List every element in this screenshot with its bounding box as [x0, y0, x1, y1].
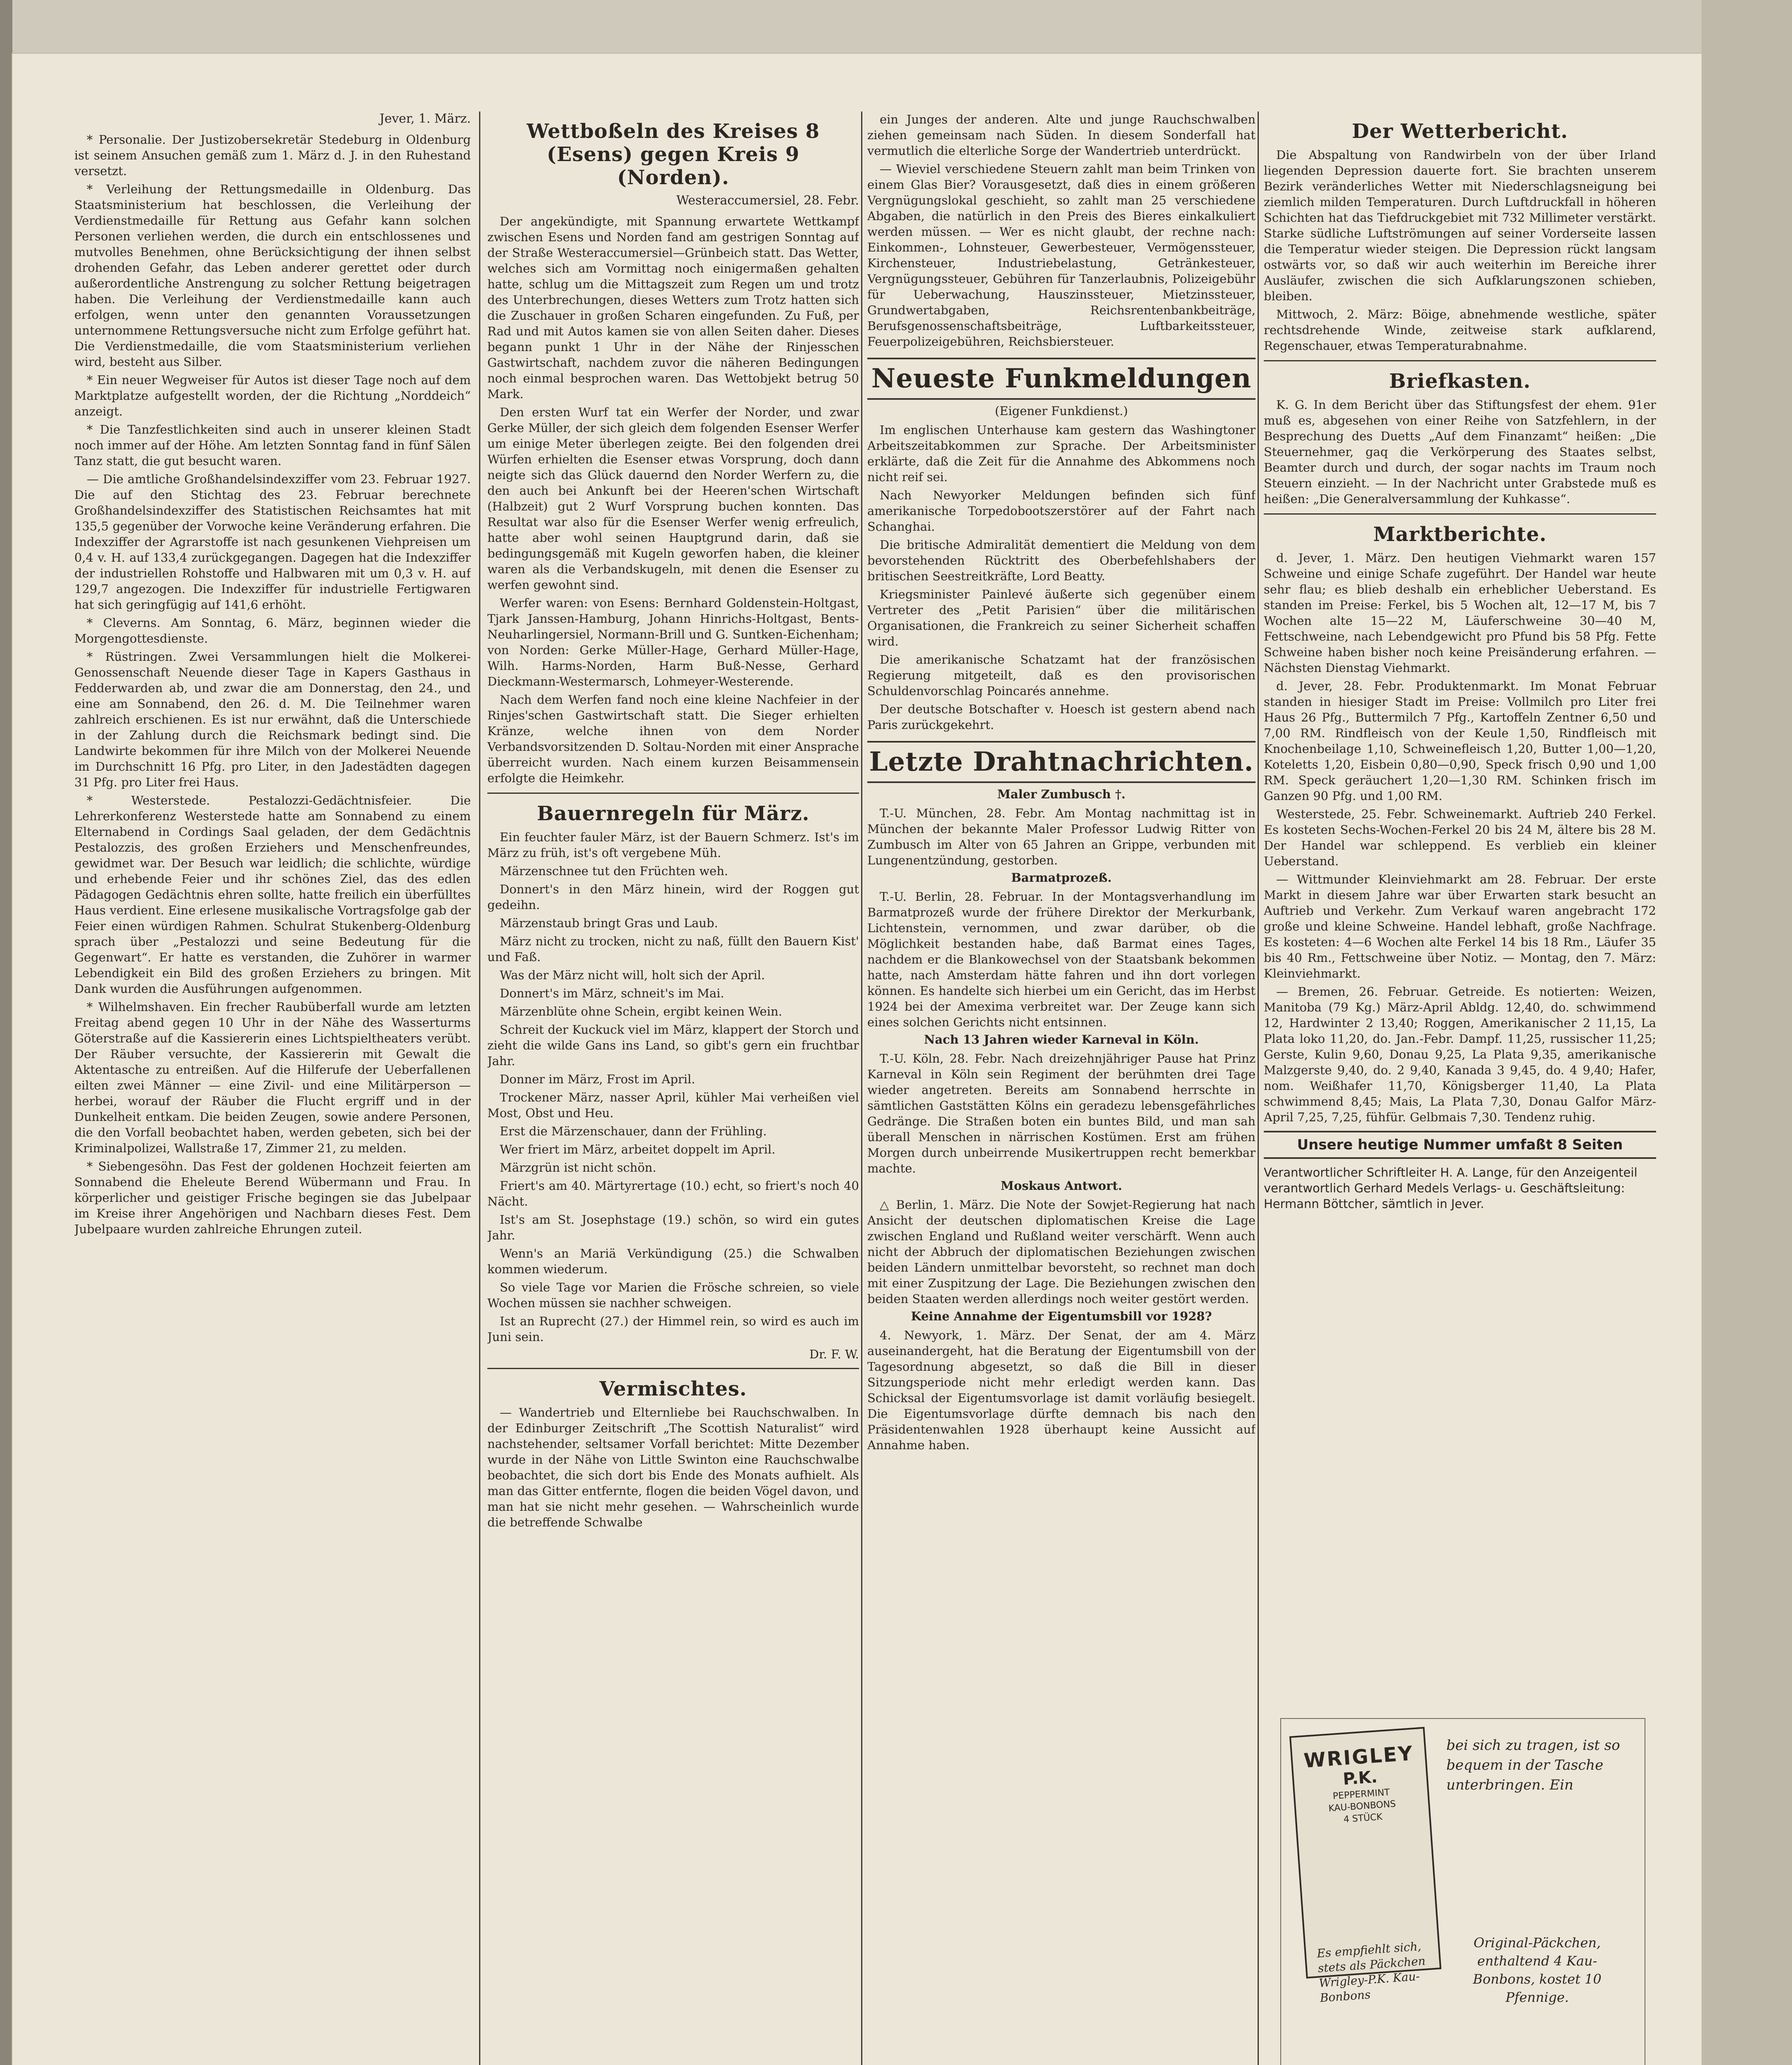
weather-body	[1264, 147, 1656, 354]
weather-rule: März nicht zu trocken, nicht zu naß, füllt den Bauern Kist' und Faß.	[487, 934, 859, 964]
news-paragraph: * Die Tanzfestlichkeiten sind auch in unserer kleinen Stadt noch immer auf der Höhe. Am letzten Sonntag fand in fünf Sälen Tanz statt, die gut besucht waren.	[74, 422, 471, 468]
page-binding-edge	[0, 0, 12, 2065]
column-wire-news	[867, 112, 1256, 1455]
article-list	[74, 132, 471, 1237]
continued-article	[867, 112, 1256, 349]
article-paragraph: Den ersten Wurf tat ein Werfer der Norder, und zwar Gerke Müller, der sich gleich dem folgenden Esenser Werfer um einige Meter überlegen zeigte. Bei den folgenden drei Würfen erhielten die Esenser etwas Vorsprung, doch dann neigte sich das Glück dauernd den Norder Werfern zu, die den auch bei Ankunft bei der Heeren'schen Wirtschaft (Halbzeit) gut 2 Wurf Vorsprung buchen konnten. Das Resultat war also für die Esenser Werfer wenig erfreulich, hatte aber wohl seinen Hauptgrund darin, daß sie bedingungsgemäß mit Kugeln geworfen haben, die kleiner waren als die Verbandskugeln, mit denen die Esenser zu werfen gewohnt sind.	[487, 405, 859, 592]
news-paragraph: * Rüstringen. Zwei Versammlungen hielt die Molkerei-Genossenschaft Neuende dieser Tage in Kapers Gasthaus in Fedderwarden ab, und zwar die am Donnerstag, den 24., und eine am Sonnabend, den 26. d. M. Die Teilnehmer waren zahlreich erschienen. Es ist nur erwähnt, daß die Unterschiede in der Zahlung durch die Reichsmark bedingt sind. Die Landwirte bekommen für ihre Milch von der Molkerei Neuende im Durchschnitt 16 Pfg. pro Liter, in den Jadestädten dagegen 31 Pfg. pro Liter frei Haus.	[74, 650, 471, 789]
section-subtitle: (Eigener Funkdienst.)	[995, 404, 1128, 418]
wire-news-title: Nach 13 Jahren wieder Karneval in Köln.	[924, 1032, 1199, 1047]
weather-rule: Wer friert im März, arbeitet doppelt im April.	[500, 1142, 776, 1156]
author-signature: Dr. F. W.	[809, 1347, 859, 1361]
handwritten-slogan: bei sich zu tragen, ist so bequem in der Tasche unterbringen. Ein	[1446, 1737, 1620, 1793]
wire-news-text: T.-U. München, 28. Febr. Am Montag nachmittag ist in München der bekannte Maler Professor Ludwig Ritter von Zumbusch im Alter von 65 Jahren an Grippe, verbunden mit Lungenentzündung, gestorben.	[867, 806, 1256, 867]
letterbox-body	[1264, 397, 1656, 507]
article-body	[487, 214, 859, 786]
news-paragraph: * Wilhelmshaven. Ein frecher Raubüberfall wurde am letzten Freitag abend gegen 10 Uhr in der Nähe des Wasserturms Göterstraße auf die Kassiererin eines Lichtspieltheaters verübt. Der Räuber versuchte, der Kassiererin mit Gewalt die Aktentasche zu entreißen. Auf die Hilferufe der Ueberfallenen eilten zwei Männer — eine Zivil- und eine Militärperson — herbei, worauf der Räuber die Flucht ergriff und in der Dunkelheit entkam. Die beiden Zeugen, sowie andere Personen, die den Vorfall beobachtet haben, werden gebeten, sich bei der Kriminalpolizei, Wallstraße 17, Zimmer 21, zu melden.	[74, 1000, 471, 1155]
column-sport-and-rules	[487, 112, 859, 1533]
divider	[487, 1368, 859, 1369]
imprint: Verantwortlicher Schriftleiter H. A. Lange, für den Anzeigenteil verantwortlich Gerhard Medels Verlags- u. Geschäftsleitung: Hermann Böttcher, sämtlich in Jever.	[1264, 1165, 1638, 1211]
radio-news-item: Im englischen Unterhause kam gestern das Washingtoner Arbeitszeitabkommen zur Sprache. Der Arbeitsminister erklärte, daß die Zeit für die Annahme des Abkommens noch nicht reif sei.	[867, 423, 1256, 484]
misc-paragraph: — Wandertrieb und Elternliebe bei Rauchschwalben. In der Edinburger Zeitschrift „The Scottish Naturalist“ wird nachstehender, seltsamer Vorfall berichtet: Mitte Dezember wurde in der Nähe von Little Swinton eine Rauchschwalbe beobachtet, die sich dort bis Ende des Monats aufhielt. Als man das Gitter entfernte, flogen die beiden Vögel davon, und man hat sie nicht mehr gesehen. — Wahrscheinlich wurde die betreffende Schwalbe	[487, 1405, 859, 1529]
misc-paragraph: — Wieviel verschiedene Steuern zahlt man beim Trinken von einem Glas Bier? Vorausgesetzt, daß dies in einem größeren Vergnügungslokal geschieht, so zahlt man 25 verschiedene Abgaben, die natürlich in den Preis des Bieres einkalkuliert werden müssen. — Wer es nicht glaubt, der rechne nach: Einkommen-, Lohnsteuer, Gewerbesteuer, Vermögenssteuer, Kirchensteuer, Industriebelastung, Getränkesteuer, Vergnügungssteuer, Gebühren für Tanzerlaubnis, Polizeigebühr für Ueberwachung, Hauszinssteuer, Mietzinssteuer, Grundwertabgaben, Reichsrentenbankbeiträge, Berufsgenossenschaftsbeiträge, Luftbarkeitssteuer, Feuerpolizeigebühren, Reichsbiersteuer.	[867, 162, 1256, 349]
wire-news-title: Keine Annahme der Eigentumsbill vor 1928?	[911, 1309, 1212, 1323]
column-weather-market	[1264, 112, 1656, 1710]
wire-news-text: T.-U. Köln, 28. Febr. Nach dreizehnjähriger Pause hat Prinz Karneval in Köln sein Regiment der berühmten drei Tage wieder angetreten. Bereits am Sonnabend herrschte in sämtlichen Gaststätten Kölns ein geradezu lebensgefährliches Gedränge. Die Straßen boten ein buntes Bild, und man sah überall Menschen in närrischen Kostümen. Erst am frühen Morgen durch unbeirrende Musikertruppen recht bemerkbar machte.	[867, 1051, 1256, 1175]
wrigley-advertisement	[1280, 1718, 1645, 2065]
article-paragraph: Nach dem Werfen fand noch eine kleine Nachfeier in der Rinjes'schen Gastwirtschaft statt. Die Sieger erhielten Kränze, welche ihnen von dem Norder Verbandsvorsitzenden D. Soltau-Norden mit einer Ansprache überreicht wurden. Nach einem kurzen Beisammensein erfolgte die Heimkehr.	[487, 693, 859, 785]
column-local-news	[74, 112, 471, 1239]
market-report: — Wittmunder Kleinviehmarkt am 28. Februar. Der erste Markt in diesem Jahre war über Erwarten stark besucht an Auftrieb und Verkehr. Zum Verkauf waren angebracht 172 große und kleine Schweine. Handel lebhaft, große Nachfrage. Es kosteten: 4—6 Wochen alte Ferkel 14 bis 18 Rm., Läufer 35 bis 40 Rm., Fettschweine über Notiz. — Montag, den 7. März: Kleinviehmarkt.	[1264, 872, 1656, 980]
news-paragraph: * Personalie. Der Justizobersekretär Stedeburg in Oldenburg ist seinem Ansuchen gemäß zum 1. März d. J. in den Ruhestand versetzt.	[74, 133, 471, 178]
misc-body	[487, 1405, 859, 1530]
news-paragraph: * Cleverns. Am Sonntag, 6. März, beginnen wieder die Morgengottesdienste.	[74, 616, 471, 646]
weather-paragraph: Mittwoch, 2. März: Böige, abnehmende westliche, später rechtsdrehende Winde, zeitweise stark aufklarend, Regenschauer, etwas Temperaturabnahme.	[1264, 307, 1656, 353]
weather-rule: Märzenblüte ohne Schein, ergibt keinen Wein.	[500, 1004, 782, 1018]
package-pk: P.K.	[1342, 1767, 1378, 1789]
weather-rule: Wenn's an Mariä Verkündigung (25.) die Schwalben kommen wiederum.	[487, 1246, 859, 1276]
weather-paragraph: Die Abspaltung von Randwirbeln von der über Irland liegenden Depression dauerte fort. Sie brachten unserem Bezirk veränderliches Wetter mit Niederschlagsneigung bei ziemlich milden Temperaturen. Durch Luftdruckfall in höheren Schichten hat das Tiefdruckgebiet mit 732 Millimeter verstärkt. Starke südliche Luftströmungen auf seiner Vorderseite lassen die Temperatur wieder steigen. Die Depression rückt langsam ostwärts vor, so daß wir auch weiterhin im Bereiche ihrer Ausläufer, zwischen die sich Aufklarungszonen schieben, bleiben.	[1264, 148, 1656, 303]
news-paragraph: * Westerstede. Pestalozzi-Gedächtnisfeier. Die Lehrerkonferenz Westerstede hatte am Sonnabend zu einem Elternabend in Cordings Saal geladen, der dem Gedächtnis Pestalozzis, des großen Erziehers und Menschenfreundes, gewidmet war. Der Besuch war leidlich; die schlichte, würdige und erhebende Feier und ihr schönes Ziel, das des edlen Pädagogen Gedächtnis ehren sollte, hatte freilich ein überfülltes Haus verdient. Eine erlesene musikalische Vortragsfolge gab der Feier einen würdigen Rahmen. Schulrat Stukenberg-Oldenburg sprach über „Pestalozzi und seine Bedeutung für die Gegenwart“. Er hatte es verstanden, die Zuhörer in warmer Lebendigkeit ein Bild des großen Erziehers zu bringen. Mit Dank wurden die Ausführungen aufgenommen.	[74, 793, 471, 996]
weather-rule: Friert's am 40. Märtyrertage (10.) echt, so friert's noch 40 Nächt.	[487, 1179, 859, 1208]
funk-list	[867, 422, 1256, 733]
radio-news-item: Kriegsminister Painlevé äußerte sich gegenüber einem Vertreter des „Petit Parisien“ über die militärischen Organisationen, die Frankreich zu seiner Sicherheit schaffen wird.	[867, 587, 1256, 648]
weather-rule: Märzenstaub bringt Gras und Laub.	[500, 916, 718, 930]
weather-rule: Erst die Märzenschauer, dann der Frühling.	[500, 1124, 767, 1138]
market-report: d. Jever, 1. März. Den heutigen Viehmarkt waren 157 Schweine und einige Schafe zugeführt. Der Handel war heute sehr flau; es blieb deshalb ein erheblicher Ueberstand. Es standen im Preise: Ferkel, bis 5 Wochen alt, 12—17 M, bis 7 Wochen alte 15—22 M, Läuferschweine 30—40 M, Fettschweine, nach Lebendgewicht pro Pfund bis 58 Pfg. Fette Schweine haben bisher noch keine Preisänderung erfahren. — Nächsten Dienstag Viehmarkt.	[1264, 551, 1656, 675]
column-rule	[1258, 112, 1259, 2065]
market-report: Westerstede, 25. Febr. Schweinemarkt. Auftrieb 240 Ferkel. Es kosteten Sechs-Wochen-Ferkel 20 bis 24 M, ältere bis 28 M. Der Handel war schleppend. Es verblieb ein kleiner Ueberstand.	[1264, 807, 1656, 868]
draht-list	[867, 787, 1256, 1453]
radio-news-item: Die britische Admiralität dementiert die Meldung von dem bevorstehenden Rücktritt des Oberbefehlshabers der britischen Seestreitkräfte, Lord Beatty.	[867, 538, 1256, 583]
weather-rule: Ein feuchter fauler März, ist der Bauern Schmerz. Ist's im März zu früh, ist's oft vergebene Müh.	[487, 830, 859, 860]
news-paragraph: * Siebengesöhn. Das Fest der goldenen Hochzeit feierten am Sonnabend die Eheleute Berend Wübermann und Frau. In körperlicher und geistiger Frische begingen sie das Jubelpaar im Kreise ihrer Angehörigen und Nachbarn dieses Fest. Dem Jubelpaare wurden zahlreiche Ehrungen zuteil.	[74, 1159, 471, 1236]
wire-news-text: 4. Newyork, 1. März. Der Senat, der am 4. März auseinandergeht, hat die Beratung der Eigentumsbill von der Tagesordnung abgesetzt, so daß die Bill in dieser Sitzungsperiode nicht mehr erledigt werden kann. Das Schicksal der Eigentumsvorlage ist damit vorläufig besiegelt. Die Eigentumsvorlage dürfte demnach bis nach den Präsidentenwahlen 1928 überhaupt keine Aussicht auf Annahme haben.	[867, 1328, 1256, 1452]
column-rule	[861, 112, 862, 2065]
package-label: PEPPERMINT	[1332, 1787, 1390, 1802]
divider	[1264, 513, 1656, 515]
radio-news-item: Der deutsche Botschafter v. Hoesch ist gestern abend nach Paris zurückgekehrt.	[867, 702, 1256, 732]
section-heading-wetterbericht: Der Wetterbericht.	[1352, 120, 1568, 143]
divider	[487, 793, 859, 794]
rules-list	[487, 829, 859, 1345]
weather-rule: Was der März nicht will, holt sich der April.	[500, 968, 765, 982]
misc-paragraph: ein Junges der anderen. Alte und junge Rauchschwalben ziehen gemeinsam nach Süden. In diesem Sonderfall hat vermutlich die elterliche Sorge der Wandertrieb unterdrückt.	[867, 112, 1256, 158]
weather-rule: Märzenschnee tut den Früchten weh.	[500, 864, 728, 878]
article-heading-wettbosseln: Wettboßeln des Kreises 8 (Esens) gegen Kreis 9 (Norden).	[527, 120, 820, 189]
divider	[1264, 360, 1656, 361]
background-margin	[1702, 0, 1792, 2065]
article-paragraph: Der angekündigte, mit Spannung erwartete Wettkampf zwischen Esens und Norden fand am gestrigen Sonntag auf der Straße Westeraccumersiel—Grünbeich statt. Das Wetter, welches sich am Vormittag noch einigermaßen gehalten hatte, schlug um die Mittagszeit zum Regen um und trotz des Unterbrechungen, dieses Wetters zum Trotz hatten sich die Zuschauer in großen Scharen eingefunden. Zu Fuß, per Rad und mit Autos kamen sie von allen Seiten daher. Dieses begann punkt 1 Uhr in der Nähe der Rinjesschen Gastwirtschaft, nachdem zuvor die näheren Bedingungen noch einmal besprochen waren. Das Wettobjekt betrug 50 Mark.	[487, 214, 859, 401]
market-body	[1264, 550, 1656, 1125]
weather-rule: Ist's am St. Josephstage (19.) schön, so wird ein gutes Jahr.	[487, 1213, 859, 1242]
wire-news-text: T.-U. Berlin, 28. Februar. In der Montagsverhandlung im Barmatprozeß wurde der frühere Direktor der Merkurbank, Lichtenstein, vernommen, und zwar darüber, ob die Möglichkeit bestanden habe, daß Barmat eines Tages, nachdem er die Blankowechsel von der Staatsbank bekommen hatte, nach Amsterdam hätte fahren und ihn dort vorlegen können. Es handelte sich hierbei um ein Gericht, das im Herbst 1924 bei der Amexima verbreitet war. Der Zeuge kann sich eines solchen Gerichts nicht entsinnen.	[867, 890, 1256, 1029]
column-rule	[479, 112, 480, 2065]
market-report: — Bremen, 26. Februar. Getreide. Es notierten: Weizen, Manitoba (79 Kg.) März-April Abldg. 12,40, do. schwimmend 12, Hardwinter 2 13,40; Roggen, Amerikanischer 2 11,15, La Plata loko 11,20, do. Jan.-Febr. Dampf. 11,25, russischer 11,25; Gerste, Kulin 9,60, Donau 9,25, La Plata 9,35, amerikanische Malzgerste 9,40, do. 2 9,40, Kanada 3 9,45, do. 4 9,40; Hafer, nom. Weißhafer 11,70, Königsberger 11,40, La Plata schwimmend 8,45; Mais, La Plata 7,30, Donau Galfor März-April 7,25, 7,25, fühfür. Gelbmais 7,30. Tendenz ruhig.	[1264, 985, 1656, 1124]
market-report: d. Jever, 28. Febr. Produktenmarkt. Im Monat Februar standen in hiesiger Stadt im Preise: Vollmilch pro Liter frei Haus 26 Pfg., Buttermilch 7 Pfg., Kartoffeln Zentner 6,50 und 7,00 RM. Rindfleisch von der Keule 1,50, Rindfleisch mit Knochenbeilage 1,10, Schweinefleisch 1,20, Butter 1,00—1,20, Koteletts 1,20, Eisbein 0,80—0,90, Speck frisch 0,90 und 1,00 RM. Speck geräuchert 1,20—1,30 RM. Schinken frisch im Ganzen 90 Pfg. und 1,00 RM.	[1264, 679, 1656, 803]
section-heading-briefkasten: Briefkasten.	[1389, 370, 1531, 393]
dateline: Jever, 1. März.	[379, 112, 471, 126]
article-heading-vermischtes: Vermischtes.	[599, 1377, 747, 1400]
package-label: 4 STÜCK	[1343, 1811, 1383, 1825]
weather-rule: Donnert's im März, schneit's im Mai.	[500, 986, 724, 1000]
wire-news-title: Barmatprozeß.	[1011, 871, 1112, 885]
weather-rule: Donner im März, Frost im April.	[500, 1072, 695, 1086]
section-heading-funkmeldungen: Neueste Funkmeldungen	[867, 358, 1256, 400]
wire-news-title: Maler Zumbusch †.	[997, 787, 1126, 801]
weather-rule: Ist an Ruprecht (27.) der Himmel rein, so wird es auch im Juni sein.	[487, 1314, 859, 1344]
radio-news-item: Nach Newyorker Meldungen befinden sich fünf amerikanische Torpedobootszerstörer auf der Fahrt nach Schanghai.	[867, 488, 1256, 534]
section-heading-marktberichte: Marktberichte.	[1373, 523, 1547, 546]
section-heading-drahtnachrichten: Letzte Drahtnachrichten.	[867, 741, 1256, 783]
weather-rule: So viele Tage vor Marien die Frösche schreien, so viele Wochen müssen sie nachher schweigen.	[487, 1280, 859, 1310]
news-paragraph: * Ein neuer Wegweiser für Autos ist dieser Tage noch auf dem Marktplatze aufgestellt worden, der die Richtung „Norddeich“ anzeigt.	[74, 373, 471, 418]
news-paragraph: * Verleihung der Rettungsmedaille in Oldenburg. Das Staatsministerium hat beschlossen, die Verleihung der Verdienstmedaille für Rettung aus Gefahr kann solchen Personen verliehen werden, die durch ein entschlossenes und mutvolles Benehmen, ohne Berücksichtigung der ihnen selbst drohenden Gefahr, das Leben anderer gerettet oder durch außerordentliche Anstrengung zu solcher Rettung beigetragen haben. Die Verleihung der Verdienstmedaille kann auch erfolgen, wenn unter den genannten Voraussetzungen unternommene Rettungsversuche nicht zum Erfolge geführt hat. Die Verdienstmedaille, die vom Staatsministerium verliehen wird, besteht aus Silber.	[74, 182, 471, 369]
news-paragraph: — Die amtliche Großhandelsindexziffer vom 23. Februar 1927. Die auf den Stichtag des 23. Februar berechnete Großhandelsindexziffer des Statistischen Reichsamtes hat mit 135,5 gegenüber der Vorwoche keine Veränderung erfahren. Die Indexziffer der Agrarstoffe ist nach gesunkenen Viehpreisen um 0,4 v. H. auf 133,4 zurückgegangen. Dagegen hat die Indexziffer der industriellen Rohstoffe und Halbwaren mit um 0,3 v. H. auf 129,7 angezogen. Die Indexziffer für industrielle Fertigwaren hat sich geringfügig auf 141,6 erhöht.	[74, 472, 471, 612]
article-heading-bauernregeln: Bauernregeln für März.	[536, 802, 810, 825]
radio-news-item: Die amerikanische Schatzamt hat der französischen Regierung mitgeteilt, daß es den provisorischen Schuldenvorschlag Poincarés annehme.	[867, 653, 1256, 698]
weather-rule: Trockener März, nasser April, kühler Mai verheißen viel Most, Obst und Heu.	[487, 1090, 859, 1120]
page-count-note: Unsere heutige Nummer umfaßt 8 Seiten	[1264, 1131, 1656, 1159]
weather-rule: Donnert's in den März hinein, wird der Roggen gut gedeihn.	[487, 882, 859, 912]
wire-news-text: △ Berlin, 1. März. Die Note der Sowjet-Regierung hat nach Ansicht der deutschen diplomatischen Kreise die Lage zwischen England und Rußland weiter verschärft. Wenn auch nicht der Abbruch der diplomatischen Beziehungen zwischen beiden Ländern unmittelbar bevorsteht, so rechnet man doch mit einer Zuspitzung der Lage. Die Beziehungen zwischen den beiden Staaten werden allerdings noch weiter gestört werden.	[867, 1198, 1256, 1306]
slogan-right: Original-Päckchen, enthaltend 4 Kau-Bonbons, kostet 10 Pfennige.	[1473, 1935, 1602, 2005]
weather-rule: Schreit der Kuckuck viel im März, klappert der Storch und zieht die wilde Gans ins Land, so gibt's gern ein fruchtbar Jahr.	[487, 1023, 859, 1068]
slogan-left: Es empfiehlt sich, stets als Päckchen Wrigley-P.K. Kau-Bonbons	[1316, 1939, 1426, 2005]
package-brand: WRIGLEY	[1303, 1742, 1415, 1773]
letterbox-paragraph: K. G. In dem Bericht über das Stiftungsfest der ehem. 91er muß es, abgesehen von einer Reihe von Satzfehlern, in der Besprechung des Duetts „Auf dem Finanzamt“ heißen: „Die Steuernehmer, gaq die Verkörperung des Staates selbst, Beamter durch und durch, der sogar nachts im Traum noch Steuern einzieht. — In der Nachricht unter Grabstede muß es heißen: „Die Generalversammlung der Kuhkasse“.	[1264, 398, 1656, 506]
package-label: KAU-BONBONS	[1328, 1799, 1396, 1814]
dateline: Westeraccumersiel, 28. Febr.	[676, 193, 859, 208]
weather-rule: Märzgrün ist nicht schön.	[500, 1161, 657, 1175]
article-paragraph: Werfer waren: von Esens: Bernhard Goldenstein-Holtgast, Tjark Janssen-Hamburg, Johann Hinrichs-Holtgast, Bents-Neuharlingersiel, Normann-Brill und G. Suntken-Eichenham; von Norden: Gerke Müller-Hage, Gerhard Müller-Hage, Wilh. Harms-Norden, Harm Buß-Nesse, Gerhard Dieckmann-Westermarsch, Lohmeyer-Westerende.	[487, 596, 859, 688]
wire-news-title: Moskaus Antwort.	[1000, 1179, 1123, 1193]
